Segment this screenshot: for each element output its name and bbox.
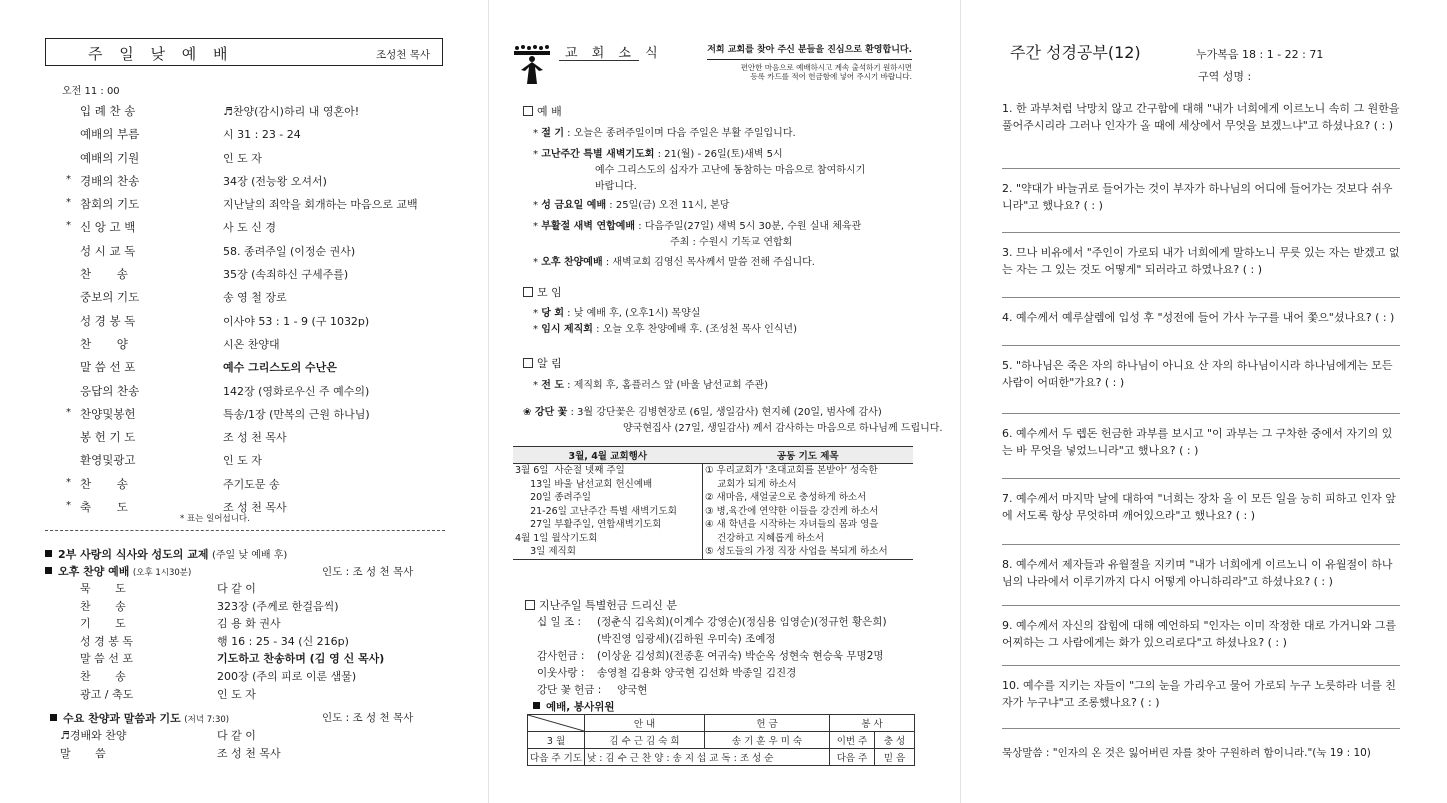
afternoon-item <box>60 650 440 668</box>
section-meeting: 모 임 <box>523 284 562 300</box>
offering-row <box>537 682 917 699</box>
standing-note: * 표는 일어섭니다. <box>180 514 250 524</box>
answer-line <box>1002 478 1400 479</box>
square-bullet-icon <box>50 714 57 721</box>
event-line: 13일 바울 남선교회 헌신예배 <box>515 478 653 490</box>
order-item-name: 찬 송 <box>80 476 128 491</box>
answer-line <box>1002 345 1400 346</box>
answer-line <box>1002 297 1400 298</box>
checkbox-icon <box>523 358 533 368</box>
offering-label: 이웃사랑 : <box>537 667 585 679</box>
order-item-name: 봉 헌 기 도 <box>80 430 136 445</box>
afternoon-item-name: 성 경 봉 독 <box>80 634 133 648</box>
standing-mark: * <box>66 220 71 232</box>
afternoon-item-value: 다 같 이 <box>217 582 256 595</box>
offering-names: 양국현 <box>617 684 648 696</box>
afternoon-item-name: 광고 / 축도 <box>80 687 134 701</box>
answer-line <box>1002 413 1400 414</box>
order-item-value: 조 성 천 목사 <box>223 501 287 515</box>
order-item-value: 142장 (영화로우신 주 예수의) <box>223 384 370 398</box>
afternoon-item <box>60 668 440 686</box>
answer-line <box>1002 665 1400 666</box>
afternoon-item-value: 인 도 자 <box>217 687 256 701</box>
diagonal-line-icon <box>528 715 584 731</box>
worship-time: 오전 11 : 00 <box>62 86 120 97</box>
volunteer-heading: 예배, 봉사위원 <box>533 699 615 714</box>
afternoon-order-list <box>60 580 440 703</box>
item-evangelism: * 전 도 : 제직회 후, 홈플러스 앞 (바울 남선교회 주관) <box>533 380 769 391</box>
welcome-message: 저희 교회를 찾아 주신 분들을 진심으로 환영합니다. 편안한 마음으로 예배하시고 계속 출석하기 원하시면 등록 카드를 적어 헌금함에 넣어 주시기 바랍니다. <box>707 45 912 82</box>
order-item-name: 입 례 찬 송 <box>80 104 136 118</box>
order-item-name: 찬 송 <box>80 267 128 282</box>
offering-names: 송영철 김용화 양국현 김선화 박종일 김진경 <box>597 667 797 679</box>
order-item-value: 시온 찬양대 <box>223 337 280 351</box>
answer-line <box>1002 605 1400 606</box>
order-item-name: 예배의 기원 <box>80 150 140 165</box>
study-column <box>988 0 1428 803</box>
offering-header: 헌 금 <box>705 715 830 732</box>
offering-label: 강단 꽃 헌금 : <box>537 684 602 696</box>
study-question: 5. "하나님은 죽은 자의 하나님이 아니요 산 자의 하나님이시라 하나님에게는 모든 사람이 어떠한"가요? ( : ) <box>1002 359 1393 389</box>
study-question: 4. 예수께서 예루살렘에 입성 후 "성전에 들어 가사 누구를 내어 쫓으"셨나요? ( : ) <box>1002 311 1395 324</box>
order-item-value: 특송/1장 (만복의 근원 하나님) <box>223 407 370 421</box>
volunteer-offering: 송 기 훈 우 미 숙 <box>705 732 830 749</box>
events-header: 3월, 4월 교회행사 <box>513 447 703 464</box>
study-title: 주간 성경공부(12) <box>1010 43 1141 62</box>
event-line: 4월 1일 월삭기도회 <box>515 532 598 544</box>
volunteer-week: 다음 주 기도 <box>528 749 585 766</box>
afternoon-item-name: 기 도 <box>80 617 126 631</box>
news-column <box>505 0 943 803</box>
checkbox-icon <box>523 287 533 297</box>
standing-mark: * <box>66 406 71 418</box>
order-item-value: 34장 (전능왕 오셔서) <box>223 174 327 188</box>
order-item <box>60 217 460 240</box>
order-item <box>60 450 460 473</box>
worship-title-box <box>45 38 443 66</box>
wednesday-item-value: 조 성 천 목사 <box>217 746 281 760</box>
afternoon-item <box>60 598 440 616</box>
wednesday-item <box>50 727 430 745</box>
order-item-name: 찬 양 <box>80 336 128 351</box>
prayer-line: ① 우리교회가 '초대교회를 본받아' 성숙한 <box>705 465 878 476</box>
offering-heading: 지난주일 특별헌금 드리신 분 <box>525 597 677 613</box>
afternoon-item-value: 323장 (주께로 한걸음씩) <box>217 599 339 613</box>
answer-line <box>1002 544 1400 545</box>
order-item <box>60 311 460 334</box>
afternoon-item-name: 말 씀 선 포 <box>80 652 133 666</box>
order-item-value: 지난날의 죄악을 회개하는 마음으로 교백 <box>223 198 418 212</box>
afternoon-item <box>60 686 440 704</box>
wednesday-heading: 수요 찬양과 말씀과 기도 (저녁 7:30) <box>50 710 229 726</box>
order-item <box>60 101 460 124</box>
order-item-name: 신 앙 고 백 <box>80 220 136 235</box>
item-good-friday: * 성 금요일 예배 : 25일(금) 오전 11시, 본당 <box>533 200 730 211</box>
news-title: 교 회 소 식 <box>565 46 663 61</box>
order-item-value: 시 31 : 23 - 24 <box>223 128 301 142</box>
study-question: 9. 예수께서 자신의 잡힘에 대해 예언하되 "인자는 이미 작정한 대로 가거니와 그를 어찌하는 그 사람에게는 화가 있으리로다"고 하셨나요? ( : ) <box>1002 619 1397 649</box>
prayer-line: ⑤ 성도들의 가정 직장 사업을 복되게 하소서 <box>705 546 888 557</box>
volunteer-week: 3 월 <box>528 732 585 749</box>
afternoon-item-name: 찬 송 <box>80 669 126 683</box>
offering-row <box>537 648 917 665</box>
study-name-field: 구역 성명 : <box>1198 70 1252 83</box>
order-item <box>60 334 460 357</box>
order-item-name: 참회의 기도 <box>80 197 140 212</box>
afternoon-item <box>60 633 440 651</box>
answer-line <box>1002 168 1400 169</box>
part2-heading: 2부 사랑의 식사와 성도의 교제 (주일 낮 예배 후) <box>45 546 287 562</box>
section-divider <box>45 530 445 531</box>
afternoon-item-value: 기도하고 찬송하며 (김 영 신 목사) <box>217 652 385 666</box>
answer-line <box>1002 232 1400 233</box>
order-item-value: 58. 종려주일 (이정순 권사) <box>223 244 356 258</box>
fold-line <box>488 0 489 803</box>
study-question: 6. 예수께서 두 렙돈 헌금한 과부를 보시고 "이 과부는 그 구차한 중에서 자기의 있는 바 무엇을 넣었느니라"고 했나요? ( : ) <box>1002 427 1393 457</box>
order-item-value: 35장 (속죄하신 구세주를) <box>223 268 349 282</box>
offering-row <box>537 614 917 631</box>
study-question: 1. 한 과부처럼 낙망치 않고 간구함에 대해 "내가 너희에게 이르노니 속히 그 원한을 풀어주시리라 그러나 인자가 올 때에 세상에서 무엇을 보겠느냐"고 하셨나요? ( : ) <box>1002 102 1400 132</box>
order-item <box>60 194 460 217</box>
section-worship: 예 배 <box>523 103 562 119</box>
prayer-line: 교회가 되게 하소서 <box>705 478 797 490</box>
wednesday-leader: 인도 : 조 성 천 목사 <box>322 712 414 724</box>
wednesday-item-name: ♬경배와 찬양 <box>60 729 127 742</box>
standing-mark: * <box>66 500 71 512</box>
order-item <box>60 427 460 450</box>
guide-header: 안 내 <box>585 715 705 732</box>
choir-cross-icon <box>513 44 551 84</box>
order-item <box>60 287 460 310</box>
order-item <box>60 474 460 497</box>
afternoon-item <box>60 615 440 633</box>
order-item <box>60 381 460 404</box>
order-item-value: 송 영 철 장로 <box>223 291 287 305</box>
order-item <box>60 497 460 520</box>
order-item-name: 경배의 찬송 <box>80 173 140 188</box>
offering-names: (이상윤 김성희)(전종훈 여귀숙) 박순옥 성현숙 현승욱 무명2명 <box>597 650 884 662</box>
event-line: 3일 제직회 <box>515 546 576 557</box>
order-item <box>60 404 460 427</box>
events-list <box>513 464 703 560</box>
item-afternoon-praise: * 오후 찬양예배 : 새벽교회 김영신 목사께서 말씀 전해 주십니다. <box>533 257 815 268</box>
afternoon-item-value: 김 용 화 권사 <box>217 617 281 631</box>
event-line: 20일 종려주일 <box>515 492 592 503</box>
next-week-prayer: 낮 : 김 수 근 찬 양 : 송 지 섭 교 독 : 조 성 순 <box>585 749 830 766</box>
order-item-name: 중보의 기도 <box>80 290 140 305</box>
order-item-value: 주기도문 송 <box>223 477 280 491</box>
event-line: 27일 부활주일, 연합새벽기도회 <box>515 519 662 530</box>
event-line: 3월 6일 사순절 넷째 주일 <box>515 465 625 476</box>
order-item-name: 축 도 <box>80 500 128 515</box>
order-item-name: 환영및광고 <box>80 453 136 468</box>
section-notice: 알 림 <box>523 355 562 371</box>
item-session: * 당 회 : 낮 예배 후, (오후1시) 목양실 <box>533 308 701 319</box>
order-item <box>60 357 460 380</box>
item-dawn-prayer-detail: 바랍니다. <box>595 181 637 192</box>
prayer-header: 공동 기도 제목 <box>703 447 914 464</box>
offering-names: (박진영 임광세)(김하원 우미숙) 조예정 <box>597 633 776 645</box>
order-item-value: 예수 그리스도의 수난은 <box>223 361 337 375</box>
item-easter-host: 주최 : 수원시 기독교 연합회 <box>670 237 793 248</box>
order-item <box>60 264 460 287</box>
study-question: 3. 므나 비유에서 "주인이 가로되 내가 너희에게 말하노니 무릇 있는 자는 받겠고 없는 자는 그 있는 것도 어떻게" 되러라고 하였나요? ( : ) <box>1002 246 1400 276</box>
news-underline <box>559 60 639 61</box>
offering-list <box>537 614 917 699</box>
item-dawn-prayer-detail: 예수 그리스도의 십자가 고난에 동참하는 마음으로 참여하시기 <box>595 165 866 176</box>
order-item-value: 이사야 53 : 1 - 9 (구 1032p) <box>223 314 370 328</box>
order-item-value: 인 도 자 <box>223 151 262 165</box>
square-bullet-icon <box>45 567 52 574</box>
afternoon-item <box>60 580 440 598</box>
item-dawn-prayer: * 고난주간 특별 새벽기도회 : 21(월) - 26일(토)새벽 5시 <box>533 149 783 160</box>
prayer-line: ③ 병,육간에 연약한 이들을 강건케 하소서 <box>705 505 879 517</box>
wednesday-item-name: 말 씀 <box>60 746 106 760</box>
order-item-name: 성 경 봉 독 <box>80 313 136 328</box>
volunteer-service-group: 믿 음 <box>875 749 915 766</box>
offering-names: (정춘식 김옥희)(이계수 강영순)(정심용 임영순)(정규헌 황은희) <box>597 616 887 628</box>
volunteer-service-week: 이번 주 <box>830 732 875 749</box>
order-item-value: 조 성 천 목사 <box>223 431 287 445</box>
volunteer-service-week: 다음 주 <box>830 749 875 766</box>
offering-label: 감사헌금 : <box>537 650 585 662</box>
order-item <box>60 241 460 264</box>
order-item-name: 성 시 교 독 <box>80 243 136 258</box>
study-question: 2. "약대가 바늘귀로 들어가는 것이 부자가 하나님의 어디에 들어가는 것보다 쉬우니라"고 했나요? ( : ) <box>1002 182 1393 212</box>
standing-mark: * <box>66 173 71 185</box>
item-altar-flower: ❀ 강단 꽃 : 3월 강단꽃은 김병현장로 (6일, 생일감사) 현지혜 (20일, 범사에 감사) <box>523 407 882 418</box>
worship-title: 주 일 낮 예 배 <box>88 45 234 63</box>
offering-row <box>537 631 917 648</box>
item-easter-service: * 부활절 새벽 연합예배 : 다음주일(27일) 새벽 5시 30분, 수원 실내 체육관 <box>533 221 862 232</box>
square-bullet-icon <box>45 550 52 557</box>
memory-verse: 묵상말씀 : "인자의 온 것은 잃어버린 자를 찾아 구원하려 함이니라."(눅 19 : 10) <box>1002 747 1371 759</box>
worship-order-list <box>60 101 460 520</box>
diagonal-cell <box>528 715 585 732</box>
checkbox-icon <box>523 106 533 116</box>
answer-line <box>1002 728 1400 729</box>
afternoon-item-name: 묵 도 <box>80 582 126 595</box>
order-item-name: 말 씀 선 포 <box>80 360 136 375</box>
item-season: * 절 기 : 오늘은 종려주일이며 다음 주일은 부활 주일입니다. <box>533 128 796 139</box>
volunteer-service-group: 충 성 <box>875 732 915 749</box>
order-item <box>60 148 460 171</box>
offering-row <box>537 665 917 682</box>
afternoon-heading: 오후 찬양 예배 (오후 1시30분) <box>45 563 191 579</box>
order-item-value: 사 도 신 경 <box>223 221 276 235</box>
prayer-line: ② 새마음, 새얼굴으로 충성하게 하소서 <box>705 492 867 503</box>
item-council: * 임시 제직회 : 오늘 오후 찬양예배 후. (조성천 목사 인식년) <box>533 324 797 335</box>
fold-line <box>960 0 961 803</box>
afternoon-leader: 인도 : 조 성 천 목사 <box>322 566 414 578</box>
order-item-name: 예배의 부름 <box>80 127 140 142</box>
order-item-name: 찬양및봉헌 <box>80 406 136 421</box>
afternoon-item-value: 200장 (주의 피로 이룬 샘물) <box>217 669 357 683</box>
worship-column <box>0 0 470 803</box>
study-question: 8. 예수께서 제자들과 유월절을 지키며 "내가 너희에게 이르노니 이 유월절이 하나님의 나라에서 이루기까지 다시 어떻게 아니하리라"고 하셨나요? ( : ) <box>1002 558 1393 588</box>
prayer-line: ④ 새 학년을 시작하는 자녀들의 몸과 영을 <box>705 519 879 530</box>
order-item <box>60 171 460 194</box>
wednesday-order-list <box>50 727 430 762</box>
event-line: 21-26일 고난주간 특별 새벽기도회 <box>515 505 677 517</box>
prayer-line: 건강하고 지혜롭게 하소서 <box>705 532 825 544</box>
service-header: 봉 사 <box>830 715 915 732</box>
prayer-list <box>703 464 914 560</box>
wednesday-item <box>50 745 430 763</box>
order-item-name: 응답의 찬송 <box>80 383 140 398</box>
offering-label: 십 일 조 : <box>537 616 581 628</box>
square-bullet-icon <box>533 702 540 709</box>
study-reference: 누가복음 18 : 1 - 22 : 71 <box>1196 48 1324 61</box>
events-prayer-table <box>513 446 913 560</box>
standing-mark: * <box>66 197 71 209</box>
worship-pastor: 조성천 목사 <box>375 49 430 61</box>
order-item <box>60 124 460 147</box>
volunteer-table <box>527 714 915 766</box>
volunteer-guide: 김 수 근 김 숙 희 <box>585 732 705 749</box>
order-item-value: 인 도 자 <box>223 454 262 468</box>
study-question: 10. 예수를 지키는 자들이 "그의 눈을 가리우고 물어 가로되 누구 노릇하라 너를 친 자가 누구냐"고 조롱했나요? ( : ) <box>1002 679 1396 709</box>
checkbox-icon <box>525 600 535 610</box>
item-altar-flower-detail: 양국현집사 (27일, 생일감사) 께서 감사하는 마음으로 하나님께 드립니다. <box>623 423 943 434</box>
afternoon-item-value: 행 16 : 25 - 34 (신 216p) <box>217 634 349 648</box>
standing-mark: * <box>66 476 71 488</box>
study-question: 7. 예수께서 마지막 날에 대하여 "너희는 장차 올 이 모든 일을 능히 피하고 인자 앞에 서도록 항상 무엇하며 깨어있으라"고 했나요? ( : ) <box>1002 492 1396 522</box>
wednesday-item-value: 다 같 이 <box>217 729 256 742</box>
afternoon-item-name: 찬 송 <box>80 599 126 613</box>
order-item-value: ♬찬양(감시)하리 내 영혼아! <box>223 105 360 118</box>
